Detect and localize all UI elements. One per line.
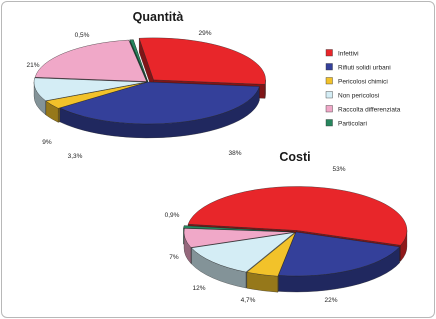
- pct-label-non-pericolosi: 9%: [42, 139, 52, 146]
- pie-costi: [165, 166, 407, 304]
- pct-label-raccolta-differenziata: 7%: [169, 254, 179, 261]
- pct-label-infettivi: 29%: [198, 30, 212, 37]
- pct-label-non-pericolosi: 12%: [192, 285, 206, 292]
- pct-label-infettivi: 53%: [332, 166, 346, 173]
- legend-swatch: [326, 50, 333, 57]
- legend-label: Infettivi: [338, 50, 359, 58]
- slice-infettivi: [139, 38, 265, 85]
- legend-swatch: [326, 92, 333, 99]
- legend-item-infettivi: [326, 50, 359, 58]
- legend-swatch: [326, 78, 333, 85]
- pct-label-particolari: 0,5%: [74, 32, 90, 39]
- legend-label: Rifiuti solidi urbani: [338, 64, 391, 72]
- pct-label-particolari: 0,9%: [164, 212, 180, 219]
- chart-title-quantita: Quantità: [132, 10, 184, 24]
- legend-item-non-pericolosi: [326, 92, 379, 100]
- chart-title-costi: Costi: [279, 150, 311, 164]
- pct-label-pericolosi-chimici: 4,7%: [240, 297, 256, 304]
- legend-item-particolari: [326, 120, 367, 128]
- pct-label-raccolta-differenziata: 21%: [26, 62, 40, 69]
- legend-label: Raccolta differenziata: [338, 106, 401, 114]
- legend-label: Non pericolosi: [338, 92, 380, 100]
- legend-item-raccolta-differenziata: [326, 106, 401, 114]
- legend: [326, 50, 401, 128]
- pct-label-rifiuti-solidi-urbani: 38%: [228, 150, 242, 157]
- legend-item-pericolosi-chimici: [326, 78, 388, 86]
- legend-swatch: [326, 64, 333, 71]
- slice-raccolta-differenziata: [35, 40, 146, 81]
- pct-label-rifiuti-solidi-urbani: 22%: [324, 297, 338, 304]
- legend-item-rifiuti-solidi-urbani: [326, 64, 391, 72]
- legend-label: Particolari: [338, 120, 367, 128]
- legend-swatch: [326, 106, 333, 113]
- pie-quantita: [26, 30, 265, 160]
- legend-swatch: [326, 120, 333, 127]
- pct-label-pericolosi-chimici: 3,3%: [67, 153, 83, 160]
- legend-label: Pericolosi chimici: [338, 78, 388, 86]
